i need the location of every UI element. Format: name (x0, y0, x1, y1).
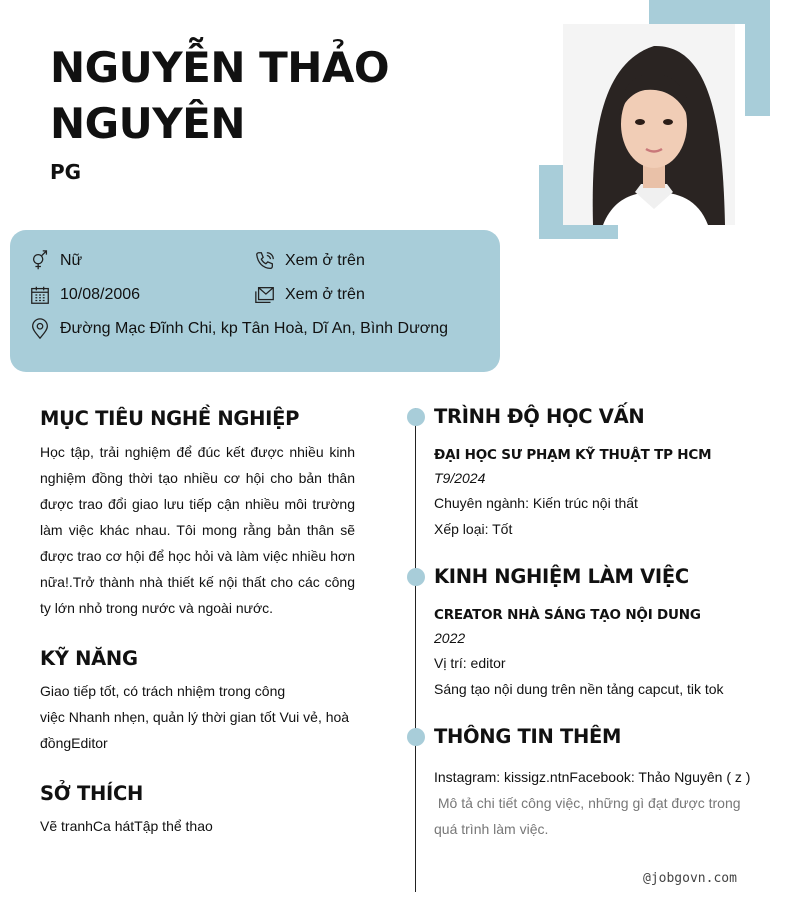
experience-date: 2022 (434, 630, 466, 646)
hobbies-text: Vẽ tranhCa hátTập thể thao (40, 818, 213, 834)
phone-icon (254, 250, 276, 272)
watermark: @jobgovn.com (643, 871, 737, 886)
job-role: PG (50, 160, 82, 184)
education-grade: Xếp loại: Tốt (434, 521, 513, 537)
objective-title: MỤC TIÊU NGHỀ NGHIỆP (40, 407, 300, 430)
candidate-name (50, 40, 490, 152)
skills-line-1: Giao tiếp tốt, có trách nhiệm trong công (40, 683, 286, 699)
additional-social: Instagram: kissigz.ntnFacebook: Thảo Nguyên ( z ) (434, 769, 751, 785)
email-icon (254, 284, 276, 306)
education-school: ĐẠI HỌC SƯ PHẠM KỸ THUẬT TP HCM (434, 447, 712, 463)
timeline-line (415, 408, 416, 892)
education-date: T9/2024 (434, 470, 486, 486)
education-major: Chuyên ngành: Kiến trúc nội thất (434, 495, 638, 511)
skills-text (40, 678, 370, 756)
objective-text: Học tập, trải nghiệm để đúc kết được nhiều kinh nghiệm đồng thời tạo nhiều cơ hội cho bản thân được trao đổi giao lưu tiếp cận nhiều môi trường làm việc khác nhau. Tôi mong rằng bản thân sẽ được trao cơ hội để học hỏi và làm việc nhiều hơn nữa!.Trở thành nhà thiết kế nội thất cho các công ty lớn nhỏ trong nước và ngoài nước. (40, 444, 355, 616)
gender-icon (29, 250, 51, 272)
additional-note-line-2: quá trình làm việc. (434, 821, 549, 837)
location-pin-icon (29, 318, 51, 340)
name-line-1: NGUYỄN THẢO (50, 43, 390, 92)
skills-line-2: việc Nhanh nhẹn, quản lý thời gian tốt Vui vẻ, hoà (40, 709, 350, 725)
skills-title: KỸ NĂNG (40, 647, 138, 670)
gender-value: Nữ (60, 252, 83, 269)
phone-value: Xem ở trên (285, 252, 365, 269)
profile-photo (563, 24, 745, 225)
timeline-dot-experience (407, 568, 425, 586)
name-line-2: NGUYÊN (50, 99, 245, 148)
phone-item (254, 250, 365, 272)
address-item (29, 318, 448, 340)
education-title: TRÌNH ĐỘ HỌC VẤN (434, 405, 645, 428)
experience-description: Sáng tạo nội dung trên nền tảng capcut, tik tok (434, 681, 724, 697)
hobbies-title: SỞ THÍCH (40, 782, 143, 805)
birthdate-value: 10/08/2006 (60, 286, 141, 303)
birthdate-item (29, 284, 140, 306)
address-value: Đường Mạc Đĩnh Chi, kp Tân Hoà, Dĩ An, Bình Dương (60, 320, 449, 337)
experience-position: Vị trí: editor (434, 655, 506, 671)
additional-note-line-1: Mô tả chi tiết công việc, những gì đạt được trong (434, 795, 741, 811)
timeline-dot-education (407, 408, 425, 426)
experience-company: CREATOR NHÀ SÁNG TẠO NỘI DUNG (434, 607, 701, 623)
gender-item (29, 250, 82, 272)
contact-info-box (10, 230, 500, 372)
additional-title: THÔNG TIN THÊM (434, 725, 622, 748)
experience-title: KINH NGHIỆM LÀM VIỆC (434, 565, 689, 588)
skills-line-3: đồngEditor (40, 735, 108, 751)
calendar-icon (29, 284, 51, 306)
timeline-dot-additional (407, 728, 425, 746)
email-value: Xem ở trên (285, 286, 365, 303)
email-item (254, 284, 365, 306)
